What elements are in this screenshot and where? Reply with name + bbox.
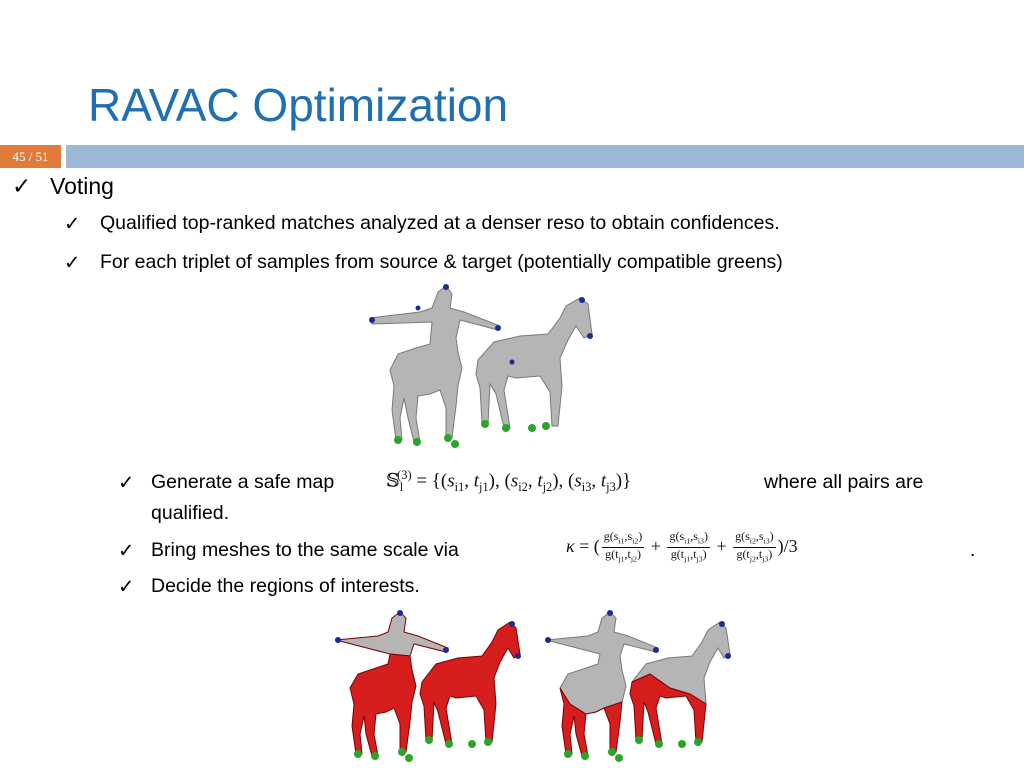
bullet-triplet — [64, 251, 783, 274]
check-icon: ✓ — [64, 252, 81, 274]
check-icon: ✓ — [118, 540, 135, 562]
figure-source-target-meshes — [360, 278, 600, 456]
check-icon: ✓ — [12, 173, 32, 199]
safe-map-formula: 𝕊$_l^{(3)}$ = {($s_{i1}$, $t_{j1}$), ($s_{i2}$, $t_{j2}$), ($s_{i3}$, $t_{j3}$)} — [386, 468, 632, 495]
bullet-regions-text: Decide the regions of interests. — [151, 575, 420, 597]
slide-header-bar — [0, 145, 1024, 168]
kappa-period: . — [970, 539, 976, 561]
bullet-regions — [118, 575, 420, 598]
bullet-qualified-matches — [64, 212, 780, 235]
bullet-safe-map-cont: where all pairs are — [764, 471, 924, 493]
check-icon: ✓ — [118, 576, 135, 598]
bullet-voting-text: Voting — [50, 173, 114, 199]
bullet-safe-map-wrap: qualified. — [151, 502, 230, 524]
bullet-safe-map — [118, 471, 334, 494]
figure-regions-of-interest-left — [330, 604, 530, 766]
figure-regions-of-interest-right — [540, 604, 740, 766]
page-indicator: 45 / 51 — [0, 145, 61, 168]
bullet-triplet-text: For each triplet of samples from source & target (potentially compatible greens) — [100, 251, 783, 273]
slide-title: RAVAC Optimization — [88, 79, 509, 131]
check-icon: ✓ — [118, 472, 135, 494]
check-icon: ✓ — [64, 213, 81, 235]
kappa-formula: κ = ( $\frac{g(s_{i1},s_{i2})}{g(t_{j1},t_{j2})}$ + $\frac{g(s_{i1},s_{i3})}{g(t_{j1},t_{j3})}$ + $\frac{g(s_{i2},s_{i3})}{g(t_{j2},t_{j3})}$ )/3 — [566, 529, 798, 564]
bullet-scale-text: Bring meshes to the same scale via — [151, 539, 459, 561]
bullet-safe-map-text: Generate a safe map — [151, 471, 335, 493]
bullet-voting — [12, 173, 114, 200]
header-bar-strip — [66, 145, 1024, 168]
bullet-scale — [118, 539, 459, 562]
bullet-qualified-text: Qualified top-ranked matches analyzed at a denser reso to obtain confidences. — [100, 212, 780, 234]
